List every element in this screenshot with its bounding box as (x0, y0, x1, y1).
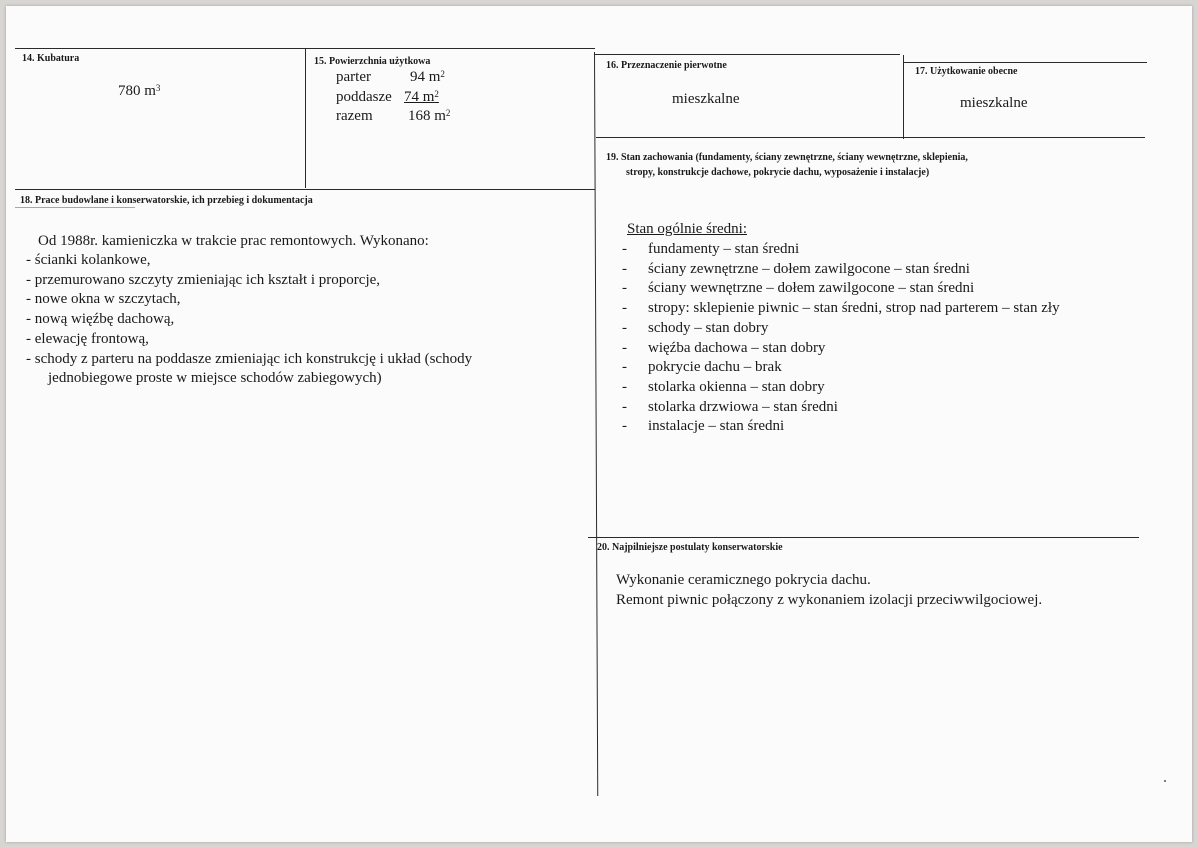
condition-item (622, 417, 1060, 437)
scan-speck (1164, 780, 1166, 782)
area-row-value: 168 m (408, 108, 446, 124)
condition-item-text: pokrycie dachu – brak (648, 359, 782, 376)
condition-item-dash: - (622, 241, 627, 257)
condition-item-text: stolarka drzwiowa – stan średni (648, 398, 838, 415)
rule-under-label-18 (15, 207, 135, 208)
works-list-item: - nową więźbę dachową, (26, 311, 175, 328)
area-row-exponent: 2 (440, 69, 445, 79)
condition-item-dash: - (622, 260, 627, 277)
area-row-exponent: 2 (445, 108, 451, 118)
condition-item (622, 339, 1060, 359)
condition-item (622, 358, 1060, 378)
field-14-label: 14. Kubatura (22, 53, 80, 64)
top-rule-right (595, 54, 900, 55)
condition-item (622, 299, 1060, 319)
works-list (26, 251, 472, 389)
field-19-label-line1: 19. Stan zachowania (fundamenty, ściany zewnętrzne, ściany wewnętrzne, sklepienia, (606, 152, 968, 163)
condition-item-dash: - (622, 378, 627, 395)
condition-list (622, 240, 1060, 437)
works-list-item: - przemurowano szczyty zmieniając ich kształt i proporcje, (26, 271, 381, 288)
field-14-value (118, 82, 160, 101)
condition-item-dash: - (622, 398, 627, 415)
works-list-item: jednobiegowe proste w miejsce schodów zabiegowych) (48, 370, 382, 387)
area-row-razem (336, 107, 450, 126)
area-row-parter (336, 68, 445, 87)
field-15-label: 15. Powierzchnia użytkowa (314, 56, 431, 67)
postulate-line: Wykonanie ceramicznego pokrycia dachu. (616, 572, 871, 588)
rule-below-16-17 (596, 137, 1145, 138)
field-16-value: mieszkalne (672, 91, 740, 107)
field-18-intro: Od 1988r. kamieniczka w trakcie prac remontowych. Wykonano: (38, 233, 429, 249)
condition-item-text: ściany zewnętrzne – dołem zawilgocone – stan średni (648, 260, 970, 277)
condition-item-dash: - (622, 418, 627, 435)
condition-item (622, 398, 1060, 418)
condition-item-text: instalacje – stan średni (648, 418, 785, 435)
condition-item (622, 279, 1060, 299)
area-row-value: 74 m (404, 89, 435, 105)
condition-item-text: schody – stan dobry (648, 319, 769, 336)
top-rule-far-right (903, 62, 1147, 63)
condition-item-text: więźba dachowa – stan dobry (648, 339, 826, 356)
area-row-poddasze (336, 88, 439, 107)
condition-item-dash: - (622, 339, 627, 356)
cubature-unit-exponent: 3 (155, 83, 161, 93)
area-row-value: 94 m (410, 69, 441, 85)
area-row-name: poddasze (336, 89, 392, 105)
condition-heading: Stan ogólnie średni: (627, 221, 747, 237)
area-row-name: parter (336, 69, 371, 85)
condition-item-dash: - (622, 280, 627, 297)
condition-item-text: stropy: sklepienie piwnic – stan średni, strop nad parterem – stan zły (648, 300, 1060, 317)
field-18-label: 18. Prace budowlane i konserwatorskie, ich przebieg i dokumentacja (20, 195, 313, 206)
divider-16-17 (903, 55, 904, 139)
condition-item (622, 260, 1060, 280)
field-20-label: 20. Najpilniejsze postulaty konserwatorskie (597, 542, 783, 553)
divider-14-15 (305, 48, 306, 188)
area-row-name: razem (336, 108, 373, 124)
condition-item (622, 319, 1060, 339)
field-19-label-line2: stropy, konstrukcje dachowe, pokrycie dachu, wyposażenie i instalacje) (626, 167, 930, 178)
condition-item-dash: - (622, 359, 627, 376)
condition-item (622, 240, 1060, 260)
condition-item-dash: - (622, 300, 627, 317)
condition-item-text: fundamenty – stan średni (648, 241, 800, 257)
condition-item-text: stolarka okienna – stan dobry (648, 378, 825, 395)
rule-above-20 (588, 537, 1139, 538)
condition-item (622, 378, 1060, 398)
postulate-line: Remont piwnic połączony z wykonaniem izolacji przeciwwilgociowej. (616, 592, 1043, 608)
area-row-exponent: 2 (434, 89, 439, 99)
works-list-item: - schody z parteru na poddasze zmieniając ich konstrukcję i układ (schody (26, 350, 473, 367)
condition-item-text: ściany wewnętrzne – dołem zawilgocone – stan średni (648, 280, 975, 297)
works-list-item: - nowe okna w szczytach, (26, 291, 181, 308)
cubature-value: 780 m (118, 83, 156, 99)
rule-above-18 (15, 189, 595, 190)
field-16-label: 16. Przeznaczenie pierwotne (606, 60, 727, 71)
field-17-value: mieszkalne (960, 95, 1028, 111)
condition-item-dash: - (622, 319, 627, 336)
works-list-item: - elewację frontową, (26, 330, 149, 347)
field-17-label: 17. Użytkowanie obecne (915, 66, 1018, 77)
works-list-item: - ścianki kolankowe, (26, 252, 151, 268)
